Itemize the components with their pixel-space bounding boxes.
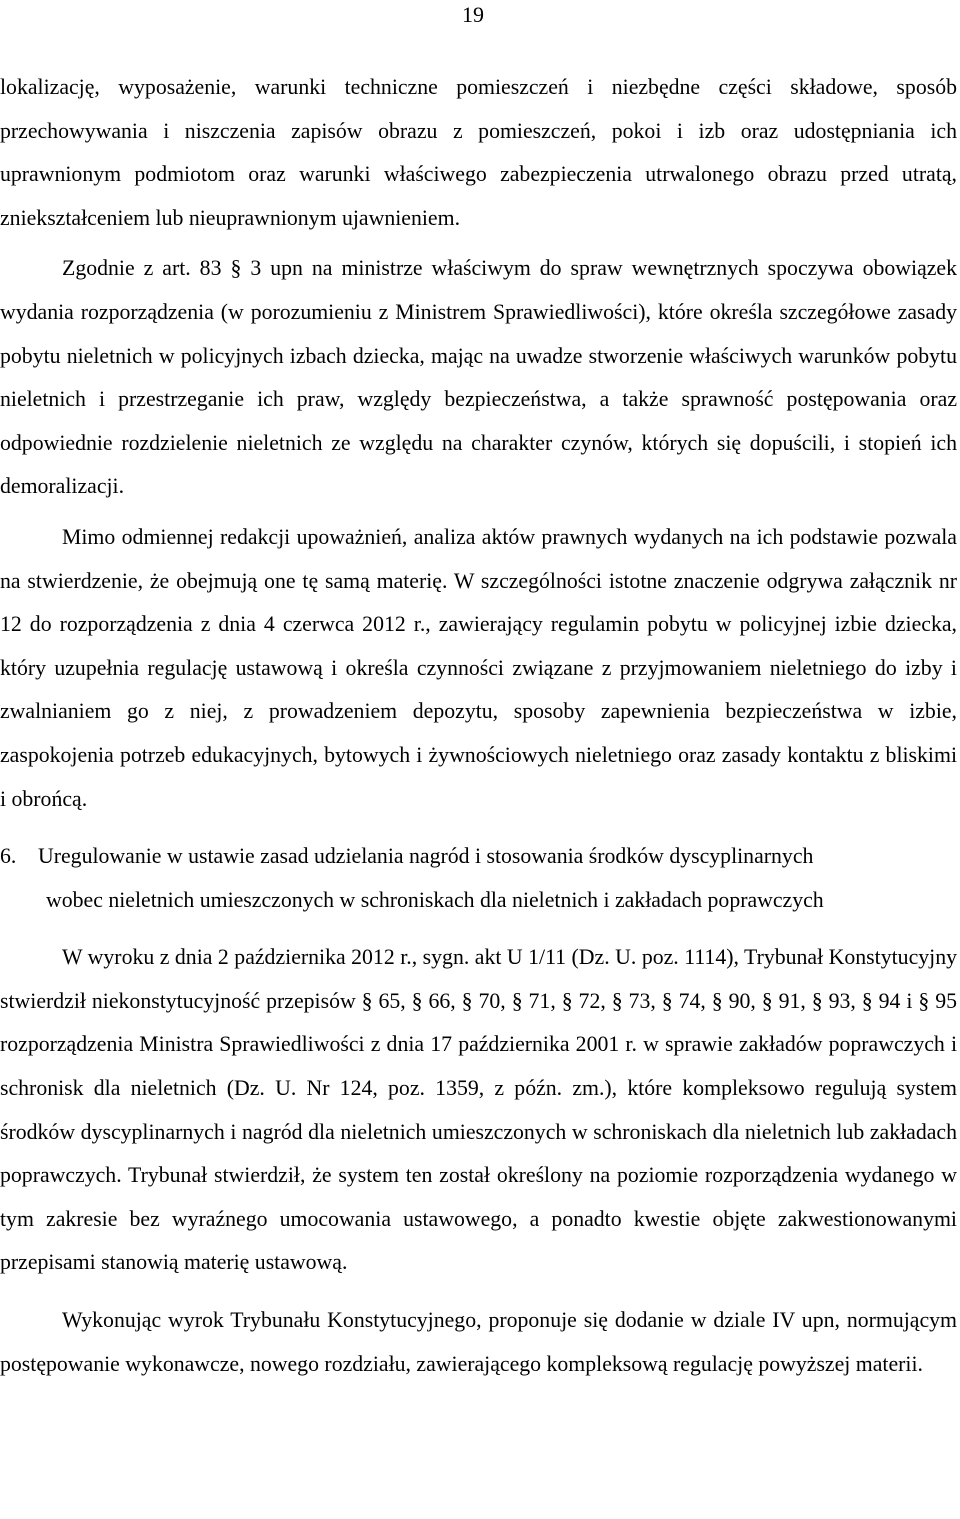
- document-body: [0, 66, 957, 1386]
- paragraph-3: Mimo odmiennej redakcji upoważnień, analiza aktów prawnych wydanych na ich podstawie pozwala na stwierdzenie, że obejmują one tę samą materię. W szczególności istotne znaczenie odgrywa załącznik nr 12 do rozporządzenia z dnia 4 czerwca 2012 r., zawierający regulamin pobytu w policyjnej izbie dziecka, który uzupełnia regulację ustawową i określa czynności związane z przyjmowaniem nieletniego do izby i zwalnianiem go z niej, z prowadzeniem depozytu, sposoby zapewnienia bezpieczeństwa w izbie, zaspokojenia potrzeb edukacyjnych, bytowych i żywnościowych nieletniego oraz zasady kontaktu z bliskimi i obrońcą.: [0, 524, 957, 811]
- paragraph-1: lokalizację, wyposażenie, warunki techniczne pomieszczeń i niezbędne części składowe, sposób przechowywania i niszczenia zapisów obrazu z pomieszczeń, pokoi i izb oraz udostępniania ich uprawnionym podmiotom oraz warunki właściwego zabezpieczenia utrwalonego obrazu przed utratą, zniekształceniem lub nieuprawnionym ujawnieniem.: [0, 75, 957, 230]
- section-title-line-2: wobec nieletnich umieszczonych w schroniskach dla nieletnich i zakładach poprawczych: [46, 887, 824, 912]
- page-number: 19: [462, 2, 484, 27]
- section-number: 6.: [0, 844, 17, 869]
- paragraph-4: W wyroku z dnia 2 października 2012 r., sygn. akt U 1/11 (Dz. U. poz. 1114), Trybunał Konstytucyjny stwierdził niekonstytucyjność przepisów § 65, § 66, § 70, § 71, § 72, § 73, § 74, § 90, § 91, § 93, § 94 i § 95 rozporządzenia Ministra Sprawiedliwości z dnia 17 października 2001 r. w sprawie zakładów poprawczych i schronisk dla nieletnich (Dz. U. Nr 124, poz. 1359, z późn. zm.), które kompleksowo regulują system środków dyscyplinarnych i nagród dla nieletnich umieszczonych w schroniskach dla nieletnich lub zakładach poprawczych. Trybunał stwierdził, że system ten został określony na poziomie rozporządzenia wydanego w tym zakresie bez wyraźnego umocowania ustawowego, a ponadto kwestie objęte zakwestionowanymi przepisami stanowią materię ustawową.: [0, 945, 957, 1275]
- paragraph-5: Wykonując wyrok Trybunału Konstytucyjnego, proponuje się dodanie w dziale IV upn, normującym postępowanie wykonawcze, nowego rozdziału, zawierającego kompleksową regulację powyższej materii.: [0, 1308, 957, 1376]
- paragraph-2: Zgodnie z art. 83 § 3 upn na ministrze właściwym do spraw wewnętrznych spoczywa obowiązek wydania rozporządzenia (w porozumieniu z Ministrem Sprawiedliwości), które określa szczegółowe zasady pobytu nieletnich w policyjnych izbach dziecka, mając na uwadze stworzenie właściwych warunków pobytu nieletnich i przestrzeganie ich praw, względy bezpieczeństwa, a także sprawność postępowania oraz odpowiednie rozdzielenie nieletnich ze względu na charakter czynów, których się dopuścili, i stopień ich demoralizacji.: [0, 256, 957, 499]
- section-title-line-1: Uregulowanie w ustawie zasad udzielania nagród i stosowania środków dyscyplinarnych: [38, 844, 814, 869]
- section-heading: [0, 835, 957, 922]
